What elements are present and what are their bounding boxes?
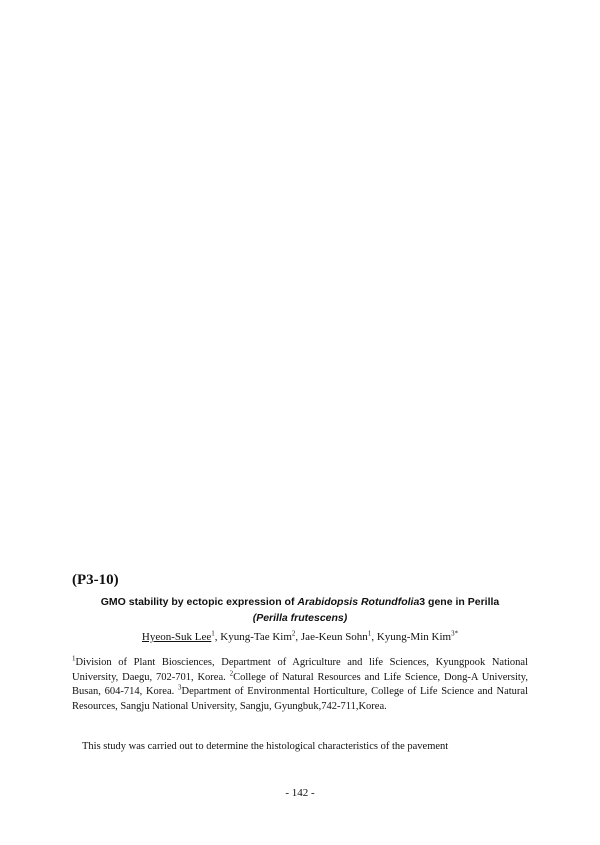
affiliations bbox=[72, 656, 528, 714]
author-list bbox=[60, 631, 540, 643]
author-affiliation-mark: 1 bbox=[211, 629, 215, 638]
author-affiliation-mark: 3* bbox=[451, 629, 459, 638]
title-part-2: 3 gene in Perilla bbox=[419, 596, 500, 608]
title-italic-species: Arabidopsis Rotundfolia bbox=[297, 596, 420, 608]
author-name: Kyung-Tae Kim bbox=[220, 631, 292, 643]
author-separator: , bbox=[295, 631, 301, 643]
title-line-1 bbox=[60, 594, 540, 610]
author-name: Kyung-Min Kim bbox=[376, 631, 452, 643]
author-separator: , bbox=[371, 631, 377, 643]
author-affiliation-mark: 2 bbox=[291, 629, 296, 638]
affiliation-text: College of Natural Resources and Life Science, Dong-A University, Busan, 604-714, Korea. bbox=[72, 671, 528, 697]
title-line-2 bbox=[60, 610, 540, 626]
affiliation-mark: 3 bbox=[178, 683, 182, 692]
author-separator: , bbox=[214, 631, 221, 643]
affiliation-mark: 2 bbox=[229, 669, 234, 677]
title-part-1: GMO stability by ectopic expression of bbox=[100, 596, 298, 608]
author-affiliation-mark: 1 bbox=[367, 629, 372, 638]
affiliation-text: Division of Plant Biosciences, Department of Agriculture and life Sciences, Kyungpook National University, Daegu, 702-701, Korea. bbox=[72, 657, 528, 683]
affiliation-text: Department of Environmental Horticulture, College of Life Science and Natural Resources, Sangju National University, Sangju, Gyungbuk,742-711,Korea. bbox=[72, 686, 528, 712]
abstract-body: This study was carried out to determine the histological characteristics of the pavement bbox=[82, 741, 449, 752]
title-italic-perilla: (Perilla frutescens) bbox=[252, 612, 348, 624]
paper-title bbox=[60, 594, 540, 626]
author-name: Hyeon-Suk Lee bbox=[141, 631, 212, 643]
author-name: Jae-Keun Sohn bbox=[300, 631, 368, 643]
abstract-code: (P3-10) bbox=[72, 572, 119, 588]
affiliation-mark: 1 bbox=[72, 654, 76, 663]
page-number: - 142 - bbox=[285, 787, 315, 799]
